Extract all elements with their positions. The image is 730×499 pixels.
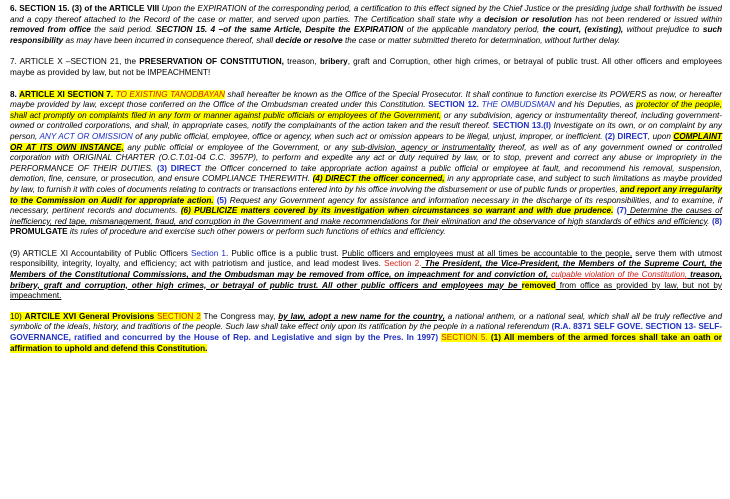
p8-item-7: (7) (616, 206, 627, 216)
p8-text: the Officer concerned to take appropriate action against a public official or employee at fault, and recommend his removal, suspension, demotion, fine, censure, or prosecution, and ensure COMPLIANCE THEREWITH. (10, 163, 722, 184)
p8-complaint: COMPLAINT OR AT ITS OWN INSTANCE, (10, 131, 722, 152)
p6-text: the case or matter submitted thereto for determination, without further delay. (342, 35, 621, 45)
p8-text: Investigate on its own, or on complaint by any person, (10, 121, 722, 141)
p8-text: in any appropriate case, and subject to such limitations as maybe provided by law, to furnish it with coies of documents relating to contracts or transactions entered into by his office involving the disbursement or use of public funds or properties, (10, 174, 722, 194)
p8-text: Request any Government agency for assistance and information necessary in the discharge of its responsibilities, and to examine, if necessary, pertinent records and documents. (10, 195, 722, 216)
p8-text: of any public official, employee, office or agency, when such act or omission appears to be illegal, unjust, improper, or inefficient. (132, 131, 605, 141)
p6-emphasis: the court, (existing), (542, 25, 624, 35)
p8-item-8: (8) (711, 216, 722, 226)
p8-item-4: (4) DIRECT the officer concerned, (312, 174, 445, 184)
p10-new-name: by law, adopt a new name for the country, (278, 311, 445, 321)
paragraph-10 (10, 312, 722, 354)
p7-text: treason, (283, 57, 320, 67)
p8-text: its rules of procedure and exercise such other powers or perform such functions of ethics and efficiency. (67, 227, 446, 237)
p8-highlight-audit: and report any irregularity to the Commission on Audit for appropriate action. (10, 184, 723, 205)
p7-heading: 7. ARTICLE X –SECTION 21, the (10, 57, 140, 67)
paragraph-9 (10, 249, 722, 302)
p10-section-5: SECTION 5. (441, 333, 488, 343)
p9-text: from office as provided by law, but not by impeachment. (10, 280, 722, 301)
p9-impeachable: The President, the Vice-President, the Members of the Supreme Court, the Members of the Constitutional Commissions, and the Ombudsman may be removed from office, on impeachment for and conviction of, (10, 259, 722, 280)
p6-text: as may have been incurred in consequence thereof, shall (63, 35, 276, 45)
p10-number: 10) (10, 311, 25, 321)
p9-removed: removed (521, 280, 556, 290)
p8-heading: ARTICLE XI SECTION 7. (19, 89, 114, 99)
p6-emphasis: decide or resolve (275, 35, 343, 45)
p6-section-ref: SECTION 15. 4 –of the same Article, Despite the EXPIRATION (155, 25, 404, 35)
p9-accountable: Public officers and employees must at all times be accountable to the people, (341, 248, 633, 258)
p8-highlight-protector: protector of the people, shall act promptly on complaints filed in any form or manner against public officials or employees of the Government, (10, 100, 722, 120)
p8-text: and his Deputies, as (554, 100, 637, 110)
p8-subdivision: sub-division, agency or instrumentality (351, 142, 495, 152)
p8-ombudsman: THE OMBUDSMAN (478, 100, 555, 110)
p6-text: without prejudice to (623, 25, 703, 35)
p9-text: . Public office is a public trust. (225, 248, 342, 258)
p9-text: serve them with utmost responsibility, integrity, loyalty, and efficiency; act with patriotism and justice, and lead modest lives. (10, 248, 723, 269)
p8-act-omission: ANY ACT OR OMISSION (39, 131, 133, 141)
p8-text: . (707, 216, 712, 226)
paragraph-6 (10, 4, 722, 46)
paragraph-7 (10, 57, 722, 78)
p7-text: , graft and Corruption, other high crimes, or betrayal of public trust. All other officers and employees maybe as provided by law, but not be IMPEACHMENT! (10, 57, 722, 77)
p7-emphasis: bribery (319, 57, 348, 67)
p8-section-12: SECTION 12. (428, 100, 479, 110)
p6-emphasis: decision or resolution (484, 14, 572, 24)
p8-text: thereof, as well as of any government owned or controlled corporation with ORIGINAL CHARTER (O.C.T.01-04 C.C. 3957P), to perform and expedite any act or duty required by law, or to stop, prevent and correct any abuse or impropriety in the PERFORMANCE OF THEIR DUTIES. (10, 142, 722, 173)
p9-heading: (9) ARTICLE XI Accountability of Public Officers (10, 248, 191, 258)
p8-promulgate: PROMULGATE (10, 227, 68, 237)
p6-emphasis: such responsibility (10, 25, 723, 45)
p8-text: any public official or employee of the Government, or any (123, 142, 352, 152)
p8-item-2: (2) DIRECT (604, 131, 648, 141)
p10-armed-forces: (1) All members of the armed forces shall take an oath or affirmation to uphold and defend this Constitution. (10, 333, 722, 353)
p10-text: The Congress may, (200, 311, 279, 321)
p6-text: the said period. (90, 25, 156, 35)
p8-number: 8. (10, 89, 20, 99)
p8-text: , upon (647, 131, 674, 141)
p10-heading: ARTCILE XVI General Provisions (24, 311, 155, 321)
p8-item-5: (5) (216, 195, 227, 205)
document-page (10, 4, 722, 354)
p8-item-6: (6) PUBLICIZE matters covered by its investigation when circumstances so warrant and with due prudence. (180, 206, 614, 216)
p10-text: a national anthem, or a national seal, which shall all be truly reflective and symbolic of the ideals, history, and traditions of the people. Such law shall take effect only upon its ratification by the people in a national referendum (10, 311, 723, 332)
p8-text: or any subdivision, agency or instrumentality thereof, including government-owned or controlled corporations, and shall, in appropriate cases, notify the complainants of the action taken and the result thereof. (10, 110, 722, 131)
p6-emphasis: removed from office (10, 25, 91, 35)
p9-offenses: treason, bribery, graft and corruption, other high crimes, or betrayal of public trust. All other public officers and employees may be (10, 270, 722, 290)
p8-determine: Determine the causes of inefficiency, red tape, mismanagement, fraud, and corruption in the Government and make recommendations for their elimination and the observance of high standards of ethics and efficiency (10, 206, 722, 226)
p8-tanodbayan: TO EXISTING TANODBAYAN (113, 89, 225, 99)
p6-text: has not been rendered or issued within (571, 14, 723, 24)
p8-text: shall hereafter be known as the Office of the Special Prosecutor. It shall continue to function exercise its POWERS as now, or hereafter maybe provided by law, except those conferred on the Office of the Ombudsman created under this Constitution. (10, 89, 722, 110)
p6-text: of the applicable mandatory period, (403, 25, 543, 35)
p9-section-1: Section 1 (190, 248, 226, 258)
p6-text: Upon the EXPIRATION of the corresponding period, a certification to this effect signed by the Chief Justice or the presiding judge shall forthwith be issued and a copy thereof attached to the Record of the case or matter, and served upon parties. The Certification shall state why a (10, 4, 722, 24)
paragraph-8 (10, 90, 722, 238)
p9-section-2: Section 2. (384, 259, 422, 269)
p10-section-2: SECTION 2 (154, 311, 201, 321)
p8-item-3: (3) DIRECT (156, 163, 202, 173)
p9-culpable: culpable violation of the Constitution, (551, 270, 688, 280)
p8-section-13: SECTION 13.(I) (492, 121, 551, 131)
p10-ra-8371: (R.A. 8371 SELF GOVE. SECTION 13- SELF-GOVERNANCE, ratified and concurred by the House of Rep. and Legislative and sign by the Pres. In 1997) (10, 322, 722, 343)
p7-emphasis: PRESERVATION OF CONSTITUTION, (139, 57, 284, 67)
p6-heading: 6. SECTION 15. (3) of the ARTICLE VIII (10, 4, 162, 13)
